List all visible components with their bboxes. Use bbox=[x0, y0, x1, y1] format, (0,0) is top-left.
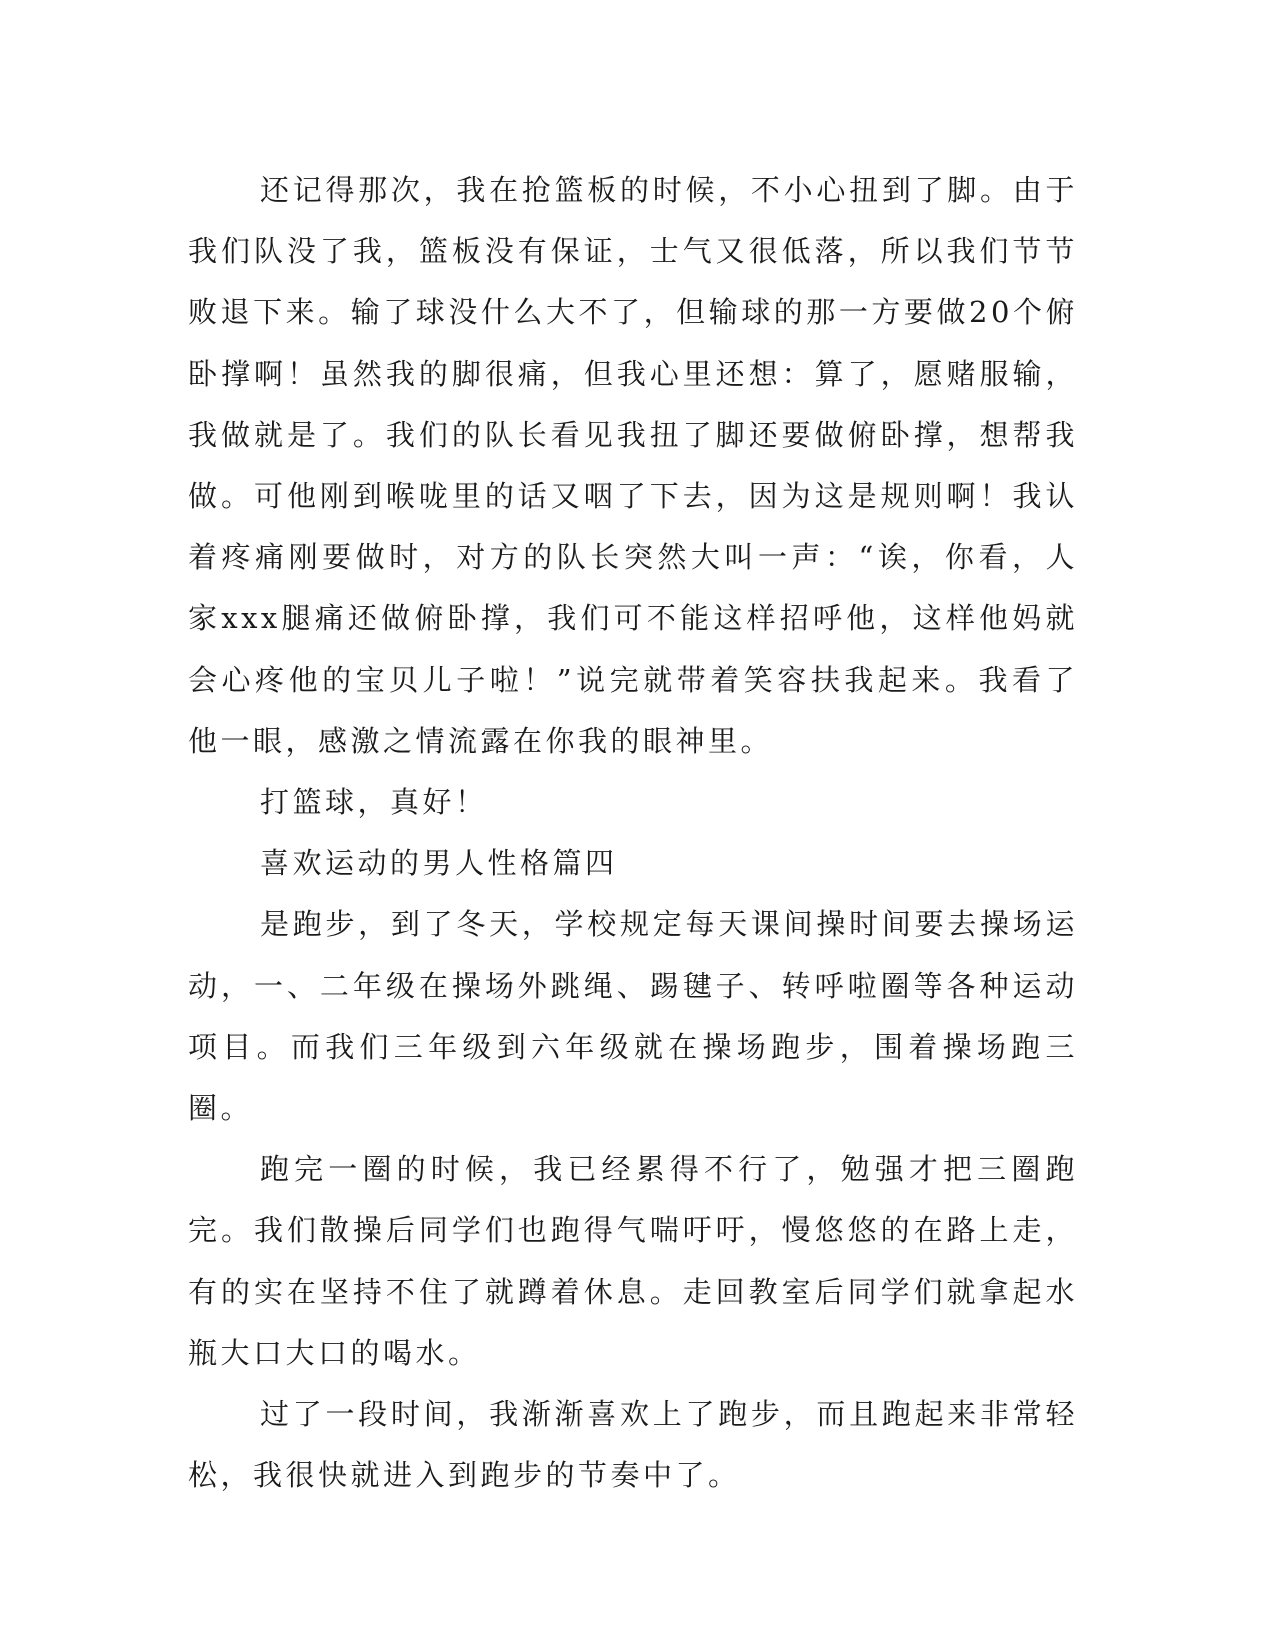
paragraph-basketball-story: 还记得那次，我在抢篮板的时候，不小心扭到了脚。由于我们队没了我，篮板没有保证，士气又很低落，所以我们节节败退下来。输了球没什么大不了，但输球的那一方要做20个俯卧撑啊！虽然我的脚很痛，但我心里还想：算了，愿赌服输，我做就是了。我们的队长看见我扭了脚还要做俯卧撑，想帮我做。可他刚到喉咙里的话又咽了下去，因为这是规则啊！我认着疼痛刚要做时，对方的队长突然大叫一声：“诶，你看，人家xxx腿痛还做俯卧撑，我们可不能这样招呼他，这样他妈就会心疼他的宝贝儿子啦！”说完就带着笑容扶我起来。我看了他一眼，感激之情流露在你我的眼神里。 bbox=[188, 173, 1078, 758]
section-heading: 喜欢运动的男人性格篇四 bbox=[260, 846, 618, 881]
document-body bbox=[188, 160, 1078, 1506]
paragraph-running-later: 过了一段时间，我渐渐喜欢上了跑步，而且跑起来非常轻松，我很快就进入到跑步的节奏中了。 bbox=[188, 1397, 1078, 1493]
paragraph-running-intro: 是跑步，到了冬天，学校规定每天课间操时间要去操场运动，一、二年级在操场外跳绳、踢毽子、转呼啦圈等各种运动项目。而我们三年级到六年级就在操场跑步，围着操场跑三圈。 bbox=[188, 907, 1078, 1126]
paragraph-basketball-conclusion: 打篮球，真好！ bbox=[260, 785, 488, 820]
paragraph-running-first-lap: 跑完一圈的时候，我已经累得不行了，勉强才把三圈跑完。我们散操后同学们也跑得气喘吁吁，慢悠悠的在路上走，有的实在坚持不住了就蹲着休息。走回教室后同学们就拿起水瓶大口大口的喝水。 bbox=[188, 1152, 1078, 1370]
